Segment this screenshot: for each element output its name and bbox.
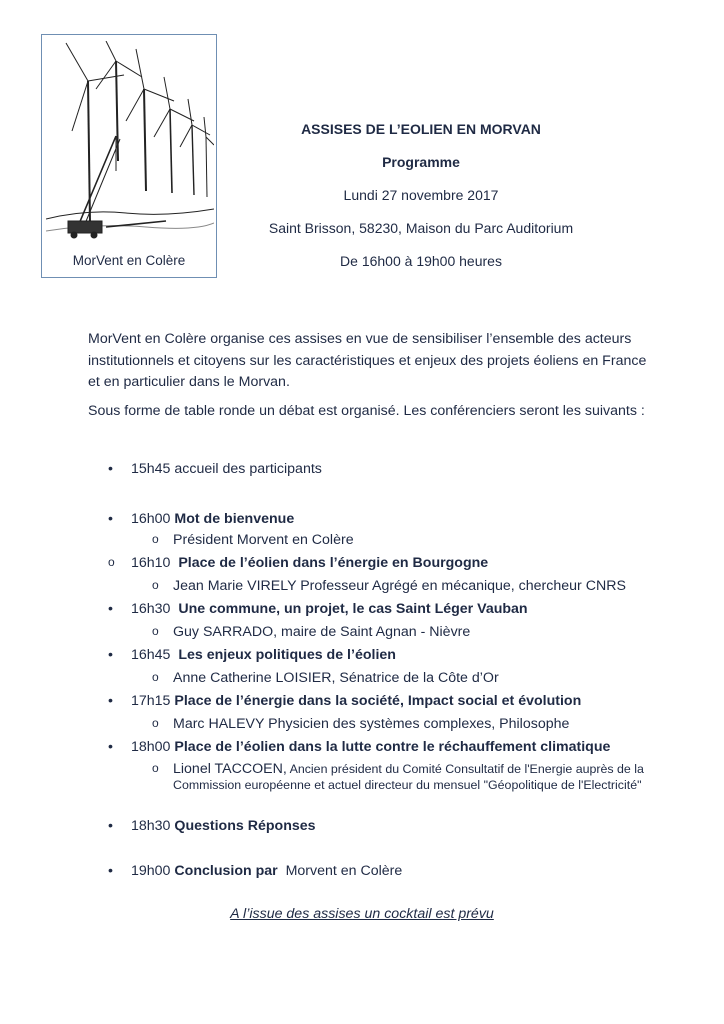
bullet-circle: o	[152, 670, 159, 684]
bullet-disc: •	[108, 693, 113, 709]
item-time: 16h10	[131, 555, 171, 571]
item-title: Les enjeux politiques de l’éolien	[178, 647, 396, 663]
speaker-text: Jean Marie VIRELY Professeur Agrégé en mécanique, chercheur CNRS	[173, 578, 626, 594]
item-time: 19h00	[131, 863, 171, 879]
item-title: Questions Réponses	[174, 818, 316, 834]
item-title: Place de l’énergie dans la société, Impact social et évolution	[174, 693, 582, 709]
speaker-name: Lionel TACCOEN,	[173, 761, 287, 777]
footer-note: A l’issue des assises un cocktail est prévu	[230, 906, 494, 922]
speaker-text: Président Morvent en Colère	[173, 532, 354, 548]
item-title: Conclusion par	[174, 863, 278, 879]
bullet-disc: •	[108, 863, 113, 879]
item-time: 18h00	[131, 739, 171, 755]
bullet-circle: o	[108, 555, 115, 569]
item-rest: Morvent en Colère	[285, 863, 403, 879]
bullet-disc: •	[108, 461, 113, 477]
event-header	[240, 117, 602, 282]
bullet-disc: •	[108, 818, 113, 834]
item-title: Une commune, un projet, le cas Saint Léger Vauban	[178, 601, 528, 617]
event-subtitle: Programme	[382, 154, 460, 170]
logo-caption: MorVent en Colère	[72, 253, 186, 268]
item-title: Place de l’éolien dans la lutte contre le réchauffement climatique	[174, 739, 611, 755]
intro-text	[88, 329, 648, 429]
bullet-disc: •	[108, 601, 113, 617]
bullet-disc: •	[108, 511, 113, 527]
event-date: Lundi 27 novembre 2017	[343, 187, 499, 203]
item-time: 17h15	[131, 693, 171, 709]
wind-turbines-illustration-icon	[46, 41, 214, 246]
bullet-circle: o	[152, 532, 159, 546]
speaker-text: Guy SARRADO, maire de Saint Agnan - Nièvre	[173, 624, 471, 640]
item-title: Mot de bienvenue	[174, 511, 295, 527]
bullet-disc: •	[108, 647, 113, 663]
item-time: 18h30	[131, 818, 171, 834]
speaker-text: Marc HALEVY Physicien des systèmes complexes, Philosophe	[173, 716, 570, 732]
bullet-circle: o	[152, 716, 159, 730]
intro-paragraph-1: MorVent en Colère organise ces assises en vue de sensibiliser l’ensemble des acteurs institutionnels et citoyens sur les caractéristiques et enjeux des projets éoliens en France et en particulier dans le Morvan.	[88, 331, 647, 390]
bullet-circle: o	[152, 761, 159, 775]
speaker-text: Anne Catherine LOISIER, Sénatrice de la Côte d’Or	[173, 670, 499, 686]
bullet-circle: o	[152, 578, 159, 592]
item-title: Place de l’éolien dans l’énergie en Bourgogne	[178, 555, 489, 571]
event-venue: Saint Brisson, 58230, Maison du Parc Auditorium	[268, 220, 574, 236]
event-hours: De 16h00 à 19h00 heures	[340, 253, 502, 269]
logo-box	[41, 34, 217, 278]
intro-paragraph-2: Sous forme de table ronde un débat est organisé. Les conférenciers seront les suivants :	[88, 402, 645, 419]
speaker-role: Ancien président du Comité Consultatif de l'Energie auprès de la Commission européenne et actuel directeur du mensuel "Géopolitique de l'Electricité"	[173, 762, 644, 792]
item-time: 16h45	[131, 647, 171, 663]
bullet-disc: •	[108, 739, 113, 755]
event-title: ASSISES DE L’EOLIEN EN MORVAN	[301, 121, 541, 137]
item-text: 15h45 accueil des participants	[131, 461, 322, 477]
bullet-circle: o	[152, 624, 159, 638]
item-time: 16h00	[131, 511, 171, 527]
item-time: 16h30	[131, 601, 171, 617]
